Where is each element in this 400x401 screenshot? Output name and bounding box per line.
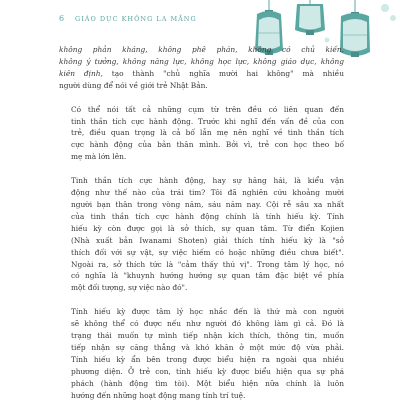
text-line: tạo thành "chủ nghĩa mười hai không" mà nhiều [102,68,344,78]
text-line: phương diện. Ở trẻ con, tính hiếu kỳ được biểu hiện qua sự phá [71,366,344,376]
text-line: phách (hành động tìm tòi). Một biểu hiện nữa chính là luôn [71,378,344,388]
paragraph-1 [59,44,344,92]
text-line: trạng thái muốn tự mình tiếp nhận kích thích, thông tin, muốn [71,331,344,341]
lantern-center-icon [295,0,325,35]
text-line: trẻ, điều quan trọng là cả bố lẫn mẹ nên nghĩ về tinh thần tích [71,128,344,138]
running-title: GIÁO DỤC KHÔNG LA MẮNG [75,15,197,23]
text-line: người dùng để nói về giới trẻ Nhật Bản. [59,80,208,90]
text-line: Tính hiếu kỳ được tâm lý học nhắc đến là thứ mà con người [71,307,344,317]
text-line: tinh thần tích cực hành động. Trước khi nghĩ đến vấn đề của con [71,116,344,126]
text-line: mẹ mà lớn lên. [71,152,127,162]
text-line: động như thế nào của trái tim? Tôi đã nghiên cứu khoảng mười [71,188,344,198]
italic-line: kiên định, [59,68,103,78]
paragraph-3 [59,175,344,294]
text-line: hướng đến những hoạt động mang tính trí tuệ. [71,390,246,400]
text-line: một đối tượng, sự việc nào đó". [71,283,188,293]
italic-line: không ý tưởng, không năng lực, không học lực, không giáo dục, không [59,56,344,66]
italic-line: không phản kháng, không phê phán, không có chủ kiến, [59,45,344,54]
text-line: Tinh thần tích cực hành động, hay sự hăng hái, là kiểu vận [71,176,344,186]
text-line: (Nhà xuất bản Iwanami Shoten) giải thích tính hiếu kỳ là "sở [71,235,344,245]
text-line: của tinh thần tích cực hành động chính là tính hiếu kỳ. Tính [71,211,344,221]
body-text [59,44,344,401]
paragraph-4 [59,306,344,401]
text-line: thích đối với sự vật, sự việc hiếm có hoặc những điều chưa biết". [71,247,344,257]
page-number: 6 [59,14,65,23]
text-line: Ngoài ra, sở thích tức là "cảm thấy thú vị". Trong tâm lý học, nó [71,259,344,269]
text-line: Tính hiếu kỳ ẩn bên trong được biểu hiện ra ngoài qua nhiều [71,354,344,364]
text-line: có nghĩa là "khuynh hướng hướng sự quan tâm đặc biệt về phía [71,271,344,281]
lantern-right-icon [340,0,370,57]
text-line: người bạn thân trong vòng năm, sáu năm nay. Cội rễ sâu xa nhất [71,199,344,209]
text-line: hiếu kỳ còn được gọi là sở thích, sự quan tâm. Từ điển Kojien [71,223,344,233]
text-line: Có thể nói tất cả những cụm từ trên đều có liên quan đến [71,104,344,114]
text-line: sẽ không thể có được nếu như người đó không làm gì cả. Đó là [71,319,344,329]
text-line: cực hành động của bản thân mình. Bởi vì, trẻ con học theo bố [71,140,344,150]
paragraph-2 [59,104,344,164]
text-line: tiếp nhận sự căng thẳng và khó khăn ở một mức độ vừa phải. [71,342,344,352]
